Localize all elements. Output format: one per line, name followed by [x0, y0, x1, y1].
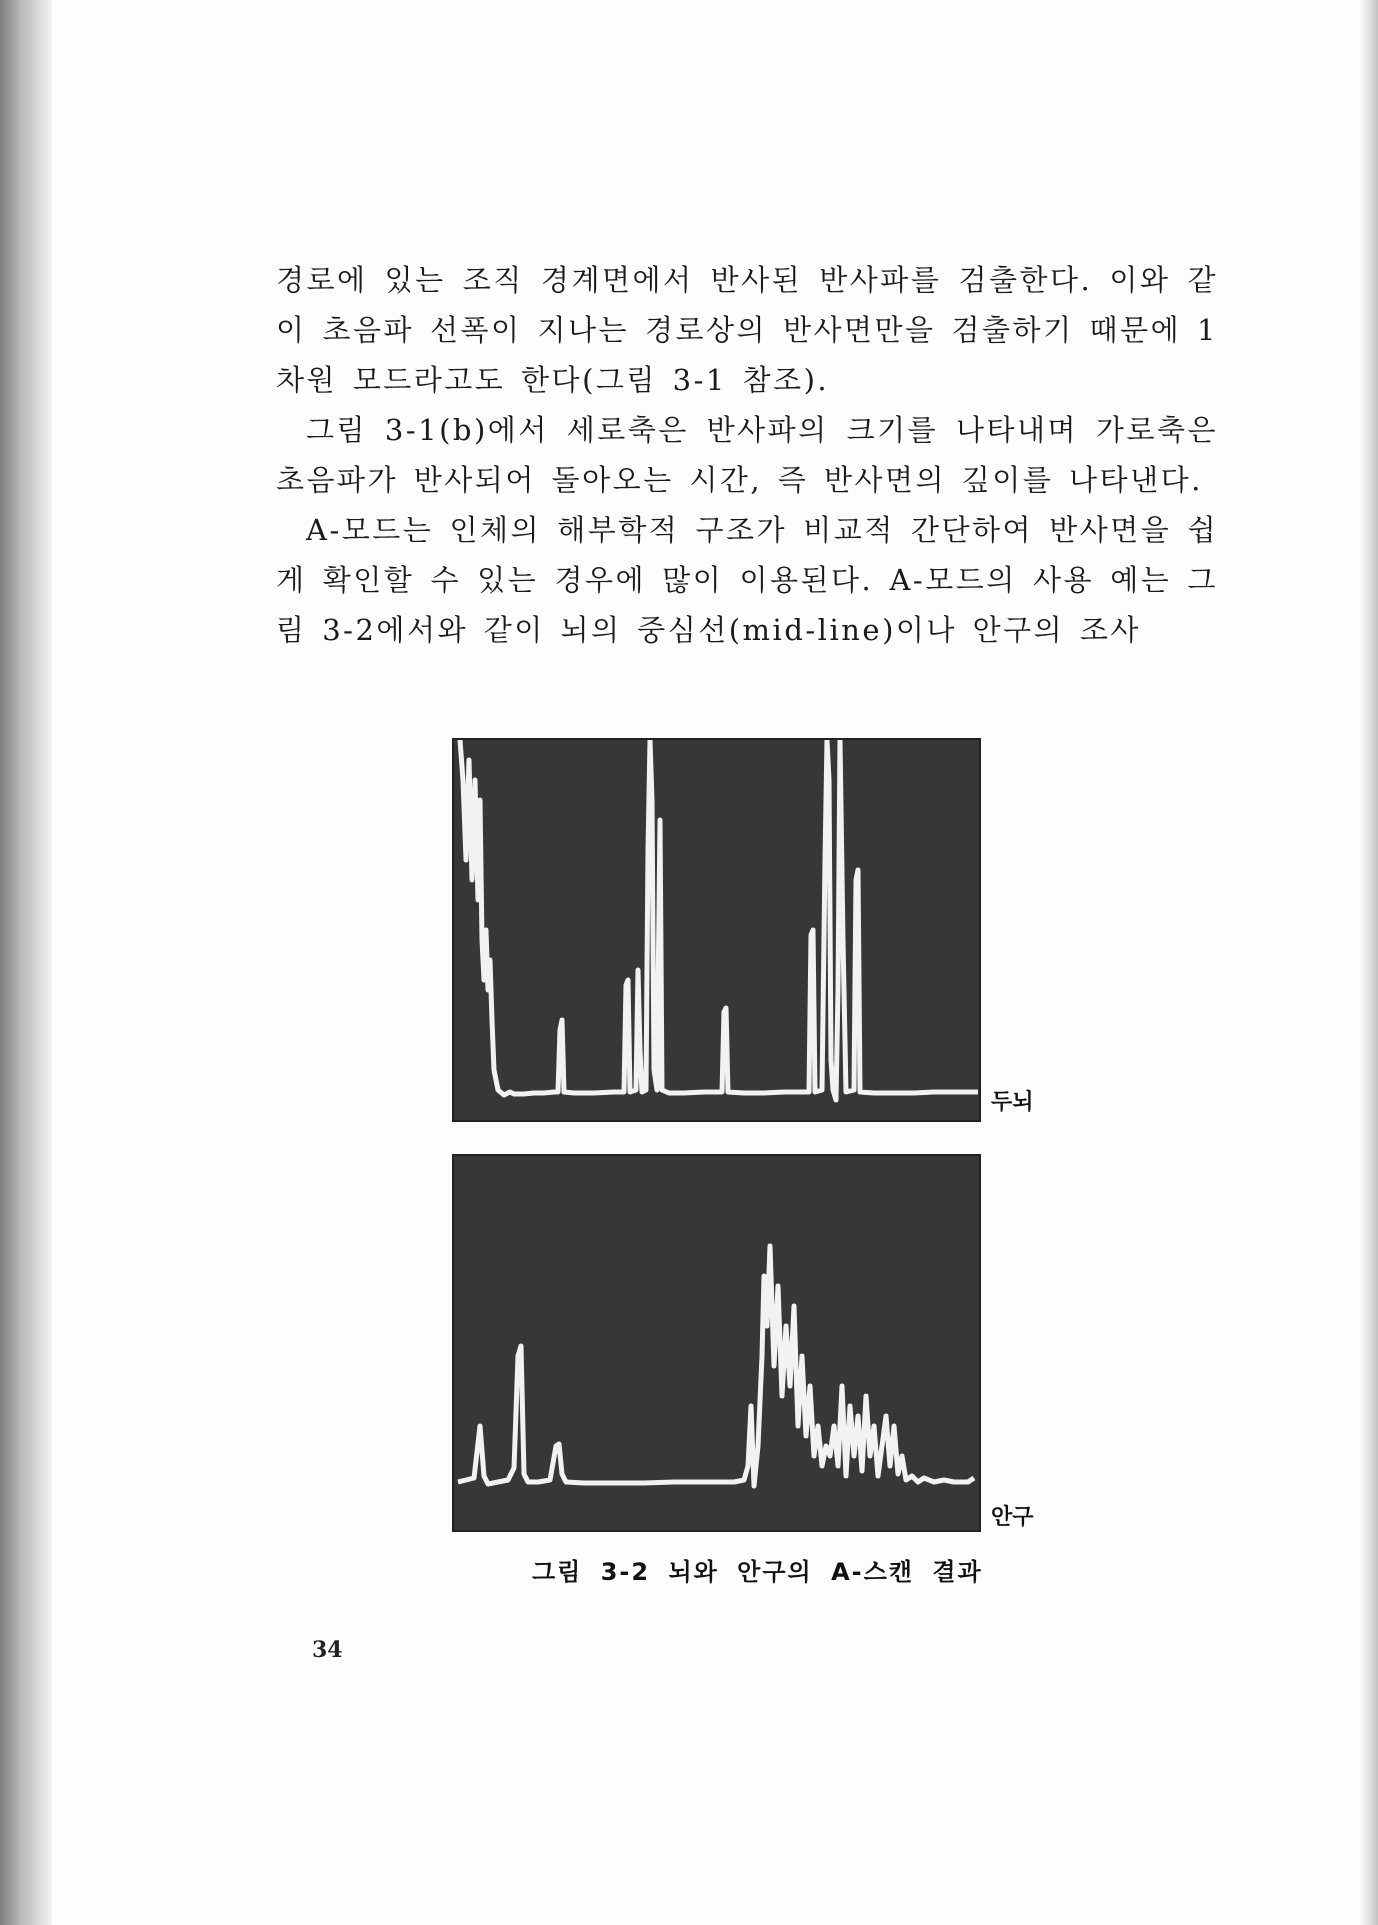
brain-a-scan-trace [454, 740, 979, 1120]
eye-plot-label: 안구 [991, 1505, 1034, 1530]
book-spine-shadow [0, 0, 60, 1925]
paragraph-1: 경로에 있는 조직 경계면에서 반사된 반사파를 검출한다. 이와 같이 초음파 선폭이 지나는 경로상의 반사면만을 검출하기 때문에 1차원 모드라고도 한다(그림 3-1 참조). [276, 263, 1218, 397]
paragraph-3: A-모드는 인체의 해부학적 구조가 비교적 간단하여 반사면을 쉽게 확인할 수 있는 경우에 많이 이용된다. A-모드의 사용 예는 그림 3-2에서와 같이 뇌의 중심선(mid-line)이나 안구의 조사 [276, 513, 1218, 647]
eye-a-scan-trace [454, 1156, 979, 1530]
paragraph-2: 그림 3-1(b)에서 세로축은 반사파의 크기를 나타내며 가로축은 초음파가 반사되어 돌아오는 시간, 즉 반사면의 깊이를 나타낸다. [276, 413, 1218, 497]
figure-3-2 [452, 738, 1052, 1532]
figure-caption: 그림 3-2 뇌와 안구의 A-스캔 결과 [532, 1558, 983, 1586]
body-text [276, 255, 1218, 655]
brain-plot-label: 두뇌 [991, 1090, 1034, 1115]
eye-a-scan-plot [452, 1154, 1034, 1532]
page-number: 34 [312, 1637, 343, 1663]
page-edge-shadow [1360, 0, 1378, 1925]
brain-a-scan-plot [452, 738, 1034, 1122]
